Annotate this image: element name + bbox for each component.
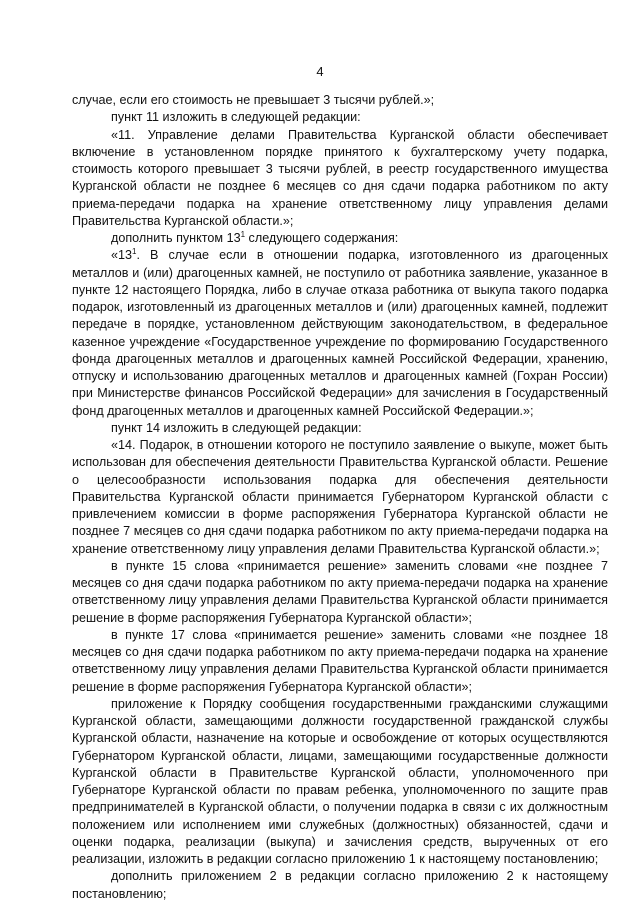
paragraph-8: в пункте 15 слова «принимается решение» заменить словами «не позднее 7 месяцев со дня сдачи подарка работником по акту приема-передачи подарка на хранение ответственному лицу управления делами Правительства Курганской области принимается решение в форме распоряжения Губернатора Курганской области»; <box>72 558 608 625</box>
paragraph-6: пункт 14 изложить в следующей редакции: <box>111 420 362 435</box>
page-number: 4 <box>316 64 324 79</box>
paragraph-7: «14. Подарок, в отношении которого не поступило заявление о выкупе, может быть использован для обеспечения деятельности Правительства Курганской области. Решение о целесообразности использования подарка для обеспечения деятельности Правительства Курганской области принимается Губернатором Курганской области с привлечением комиссии в форме распоряжения Губернатора Курганской области не позднее 7 месяцев со дня сдачи подарка работником по акту приема-передачи подарка на хранение ответственному лицу управления делами Правительства Курганской области.»; <box>72 438 608 556</box>
paragraph-4 <box>72 230 608 247</box>
paragraph-4-before: дополнить пунктом 13 <box>111 231 241 245</box>
paragraph-2: пункт 11 изложить в следующей редакции: <box>111 110 361 125</box>
paragraph-11: дополнить приложением 2 в редакции согласно приложению 2 к настоящему постановлению; <box>72 869 608 901</box>
paragraph-10: приложение к Порядку сообщения государственными гражданскими служащими Курганской области, замещающими должности государственной гражданской службы Курганской области, назначение на которые и освобождение от которых осуществляются Губернатором Курганской области, лицами, замещающими государственные должности Курганской области в Правительстве Курганской области, уполномоченного при Губернаторе Курганской области по правам ребенка, уполномоченного по защите прав предпринимателей в Курганской области, о получении подарка в связи с их должностным положением или исполнением ими служебных (должностных) обязанностей, сдачи и оценки подарка, реализации (выкупа) и зачисления средств, вырученных от его реализации, изложить в редакции согласно приложению 1 к настоящему постановлению; <box>72 696 608 866</box>
paragraph-1: случае, если его стоимость не превышает 3 тысячи рублей.»; <box>72 93 435 107</box>
paragraph-5 <box>72 247 608 420</box>
paragraph-4-after: следующего содержания: <box>245 231 399 245</box>
paragraph-4-superscript: 1 <box>240 229 246 239</box>
paragraph-5-superscript: 1 <box>132 247 137 257</box>
paragraph-9: в пункте 17 слова «принимается решение» заменить словами «не позднее 18 месяцев со дня сдачи подарка работником по акту приема-передачи подарка на хранение ответственному лицу управления делами Правительства Курганской области принимается решение в форме распоряжения Губернатора Курганской области»; <box>72 627 608 694</box>
paragraph-5-before: «13 <box>111 248 133 263</box>
document-body <box>72 92 608 903</box>
paragraph-3: «11. Управление делами Правительства Курганской области обеспечивает включение в установленном порядке принятого к бухгалтерскому учету подарка, стоимость которого превышает 3 тысячи рублей, в реестр государственного имущества Курганской области не позднее 6 месяцев со дня сдачи подарка работником по акту приема-передачи подарка на хранение ответственному лицу управления делами Правительства Курганской области.»; <box>72 127 608 228</box>
paragraph-5-after: . В случае если в отношении подарка, изготовленного из драгоценных металлов и (или) драгоценных камней, не поступило от работника заявление, указанное в пункте 12 настоящего Порядка, либо в случае отказа работника от выкупа такого подарка подарок, изготовленный из драгоценных металлов и (или) драгоценных камней, подлежит передаче в порядке, установленном действующим законодательством, в федеральное казенное учреждение «Государственное учреждение по формированию Государственного фонда драгоценных металлов и драгоценных камней Российской Федерации, хранению, отпуску и использованию драгоценных металлов и драгоценных камней (Гохран России) при Министерстве финансов Российской Федерации» для зачисления в Государственный фонд драгоценных металлов и драгоценных камней Российской Федерации.»; <box>72 248 608 418</box>
